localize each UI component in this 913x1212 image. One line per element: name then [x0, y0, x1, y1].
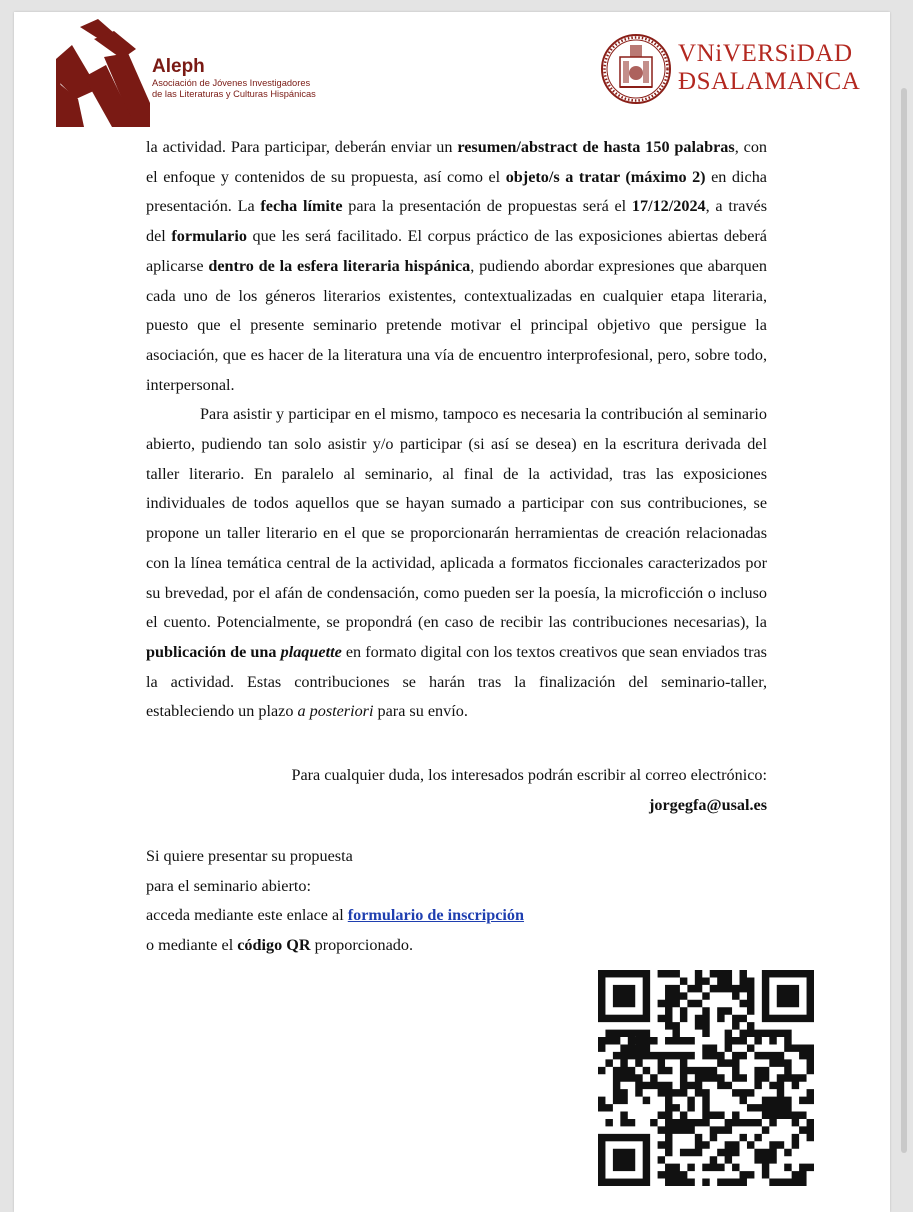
qr-finder-pattern	[602, 1138, 647, 1183]
text-run: para la presentación de propuestas será el	[342, 197, 632, 216]
university-name	[678, 40, 860, 96]
contact-line: Para cualquier duda, los interesados podrán escribir al correo electrónico:	[291, 766, 767, 784]
proposal-line-4	[146, 931, 767, 961]
vertical-scrollbar[interactable]	[901, 88, 907, 1153]
proposal-line-2: para el seminario abierto:	[146, 876, 311, 895]
contact-block	[146, 761, 767, 820]
qr-finder-pattern	[766, 974, 811, 1019]
bold-deadline-label: fecha límite	[260, 197, 343, 216]
text-run: proporcionado.	[310, 936, 414, 955]
university-name-line-1: VNiVERSiDAD	[678, 40, 853, 67]
aleph-subtitle-line-1: Asociación de Jóvenes Investigadores	[152, 78, 311, 88]
paragraph-requirements	[146, 133, 767, 400]
bold-abstract-length: resumen/abstract de hasta 150 palabras	[457, 138, 735, 156]
text-run: en formato digital con los textos creativos que sean enviados tras la actividad. Estas contribuciones se harán tras la finalización del seminario-taller, estableciendo un plazo	[146, 642, 767, 721]
document-body	[146, 133, 767, 727]
proposal-block	[146, 842, 767, 961]
bold-objects-max: objeto/s a tratar (máximo 2)	[505, 167, 706, 186]
text-run: la actividad. Para participar, deberán enviar un	[146, 138, 458, 156]
university-seal-icon	[600, 33, 672, 105]
paragraph-workshop	[146, 400, 767, 727]
text-run: , con el enfoque y contenidos de su propuesta, así como el	[146, 138, 768, 186]
contact-email[interactable]: jorgegfa@usal.es	[648, 795, 767, 814]
bold-hispanic-sphere: dentro de la esfera literaria hispánica	[208, 256, 471, 275]
bold-italic-plaquette: plaquette	[280, 642, 342, 661]
italic-a-posteriori: a posteriori	[297, 702, 374, 721]
bold-deadline-date: 17/12/2024	[631, 197, 706, 216]
bold-qr-code: código QR	[237, 936, 311, 955]
registration-form-link[interactable]: formulario de inscripción	[347, 906, 525, 925]
text-run: o mediante el	[146, 936, 238, 955]
text-run: Para asistir y participar en el mismo, tampoco es necesaria la contribución al seminario abierto, pudiendo tan solo asistir y/o participar (si así se desea) en la escritura derivada del taller literario. En paralelo al seminario, al final de la actividad, tras las exposiciones individuales de todos aquellos que se hayan sumado a participar con sus contribuciones, se propone un taller literario en el que se proporcionarán herramientas de creación relacionadas con la línea temática central de la actividad, aplicada a formatos ficcionales caracterizados por su brevedad, por el afán de condensación, como pueden ser la poesía, la microficción o incluso el cuento. Potencialmente, se propondrá (en caso de recibir las contribuciones necesarias), la	[146, 405, 767, 632]
text-run: acceda mediante este enlace al	[146, 906, 348, 925]
aleph-association-name	[152, 56, 372, 100]
qr-code-icon[interactable]	[598, 970, 814, 1186]
text-run: para su envío.	[373, 702, 468, 721]
proposal-line-1: Si quiere presentar su propuesta	[146, 847, 353, 865]
document-page	[14, 12, 890, 1212]
qr-finder-pattern	[602, 974, 647, 1019]
aleph-subtitle-line-2: de las Literaturas y Culturas Hispánicas	[152, 89, 316, 99]
aleph-logo	[54, 19, 150, 127]
text-run: , pudiendo abordar expresiones que abarquen cada uno de los géneros literarios existentes, contextualizadas en cualquier etapa literaria, puesto que el presente seminario pretende motivar el principal objetivo que persigue la asociación, que es hacer de la literatura una vía de encuentro interprofesional, pero, sobre todo, interpersonal.	[146, 256, 767, 394]
bold-publication: publicación de una	[146, 642, 281, 661]
bold-form-label: formulario	[171, 227, 247, 246]
text-run: en dicha presentación. La	[146, 167, 767, 216]
aleph-title: Aleph	[152, 56, 205, 77]
text-run: , a través del	[146, 197, 767, 246]
university-name-line-2: ÐSALAMANCA	[678, 68, 861, 95]
text-run: que les será facilitado. El corpus práctico de las exposiciones abiertas deberá aplicarse	[146, 227, 767, 275]
proposal-line-3	[146, 901, 767, 931]
